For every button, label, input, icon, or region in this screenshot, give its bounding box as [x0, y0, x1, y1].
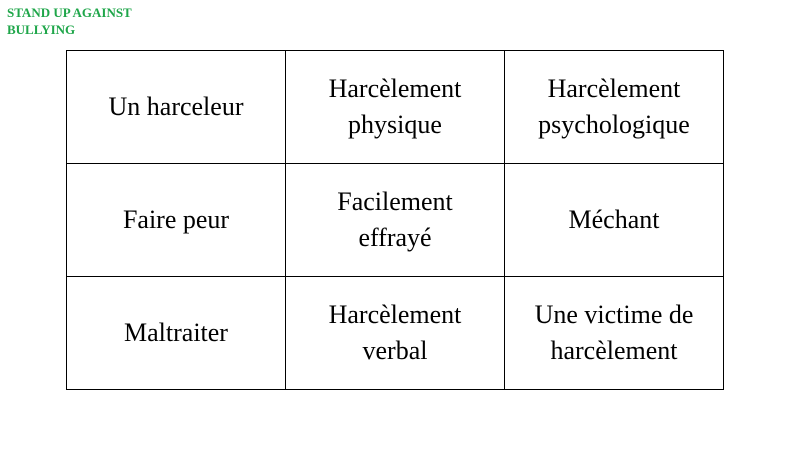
grid-cell: Une victime de harcèlement [505, 277, 724, 390]
grid-cell: Harcèlement verbal [286, 277, 505, 390]
brand-line-2: BULLYING [7, 22, 76, 37]
brand-line-1: STAND UP AGAINST [7, 5, 132, 20]
grid-row [67, 277, 724, 390]
grid-cell: Harcèlement physique [286, 51, 505, 164]
grid-cell: Faire peur [67, 164, 286, 277]
grid-row [67, 51, 724, 164]
brand-label [7, 4, 177, 38]
grid-cell: Méchant [505, 164, 724, 277]
grid-cell: Un harceleur [67, 51, 286, 164]
grid-cell: Maltraiter [67, 277, 286, 390]
grid-cell: Harcèlement psychologique [505, 51, 724, 164]
grid-row [67, 164, 724, 277]
grid-cell: Facilement effrayé [286, 164, 505, 277]
vocabulary-grid [66, 50, 724, 390]
